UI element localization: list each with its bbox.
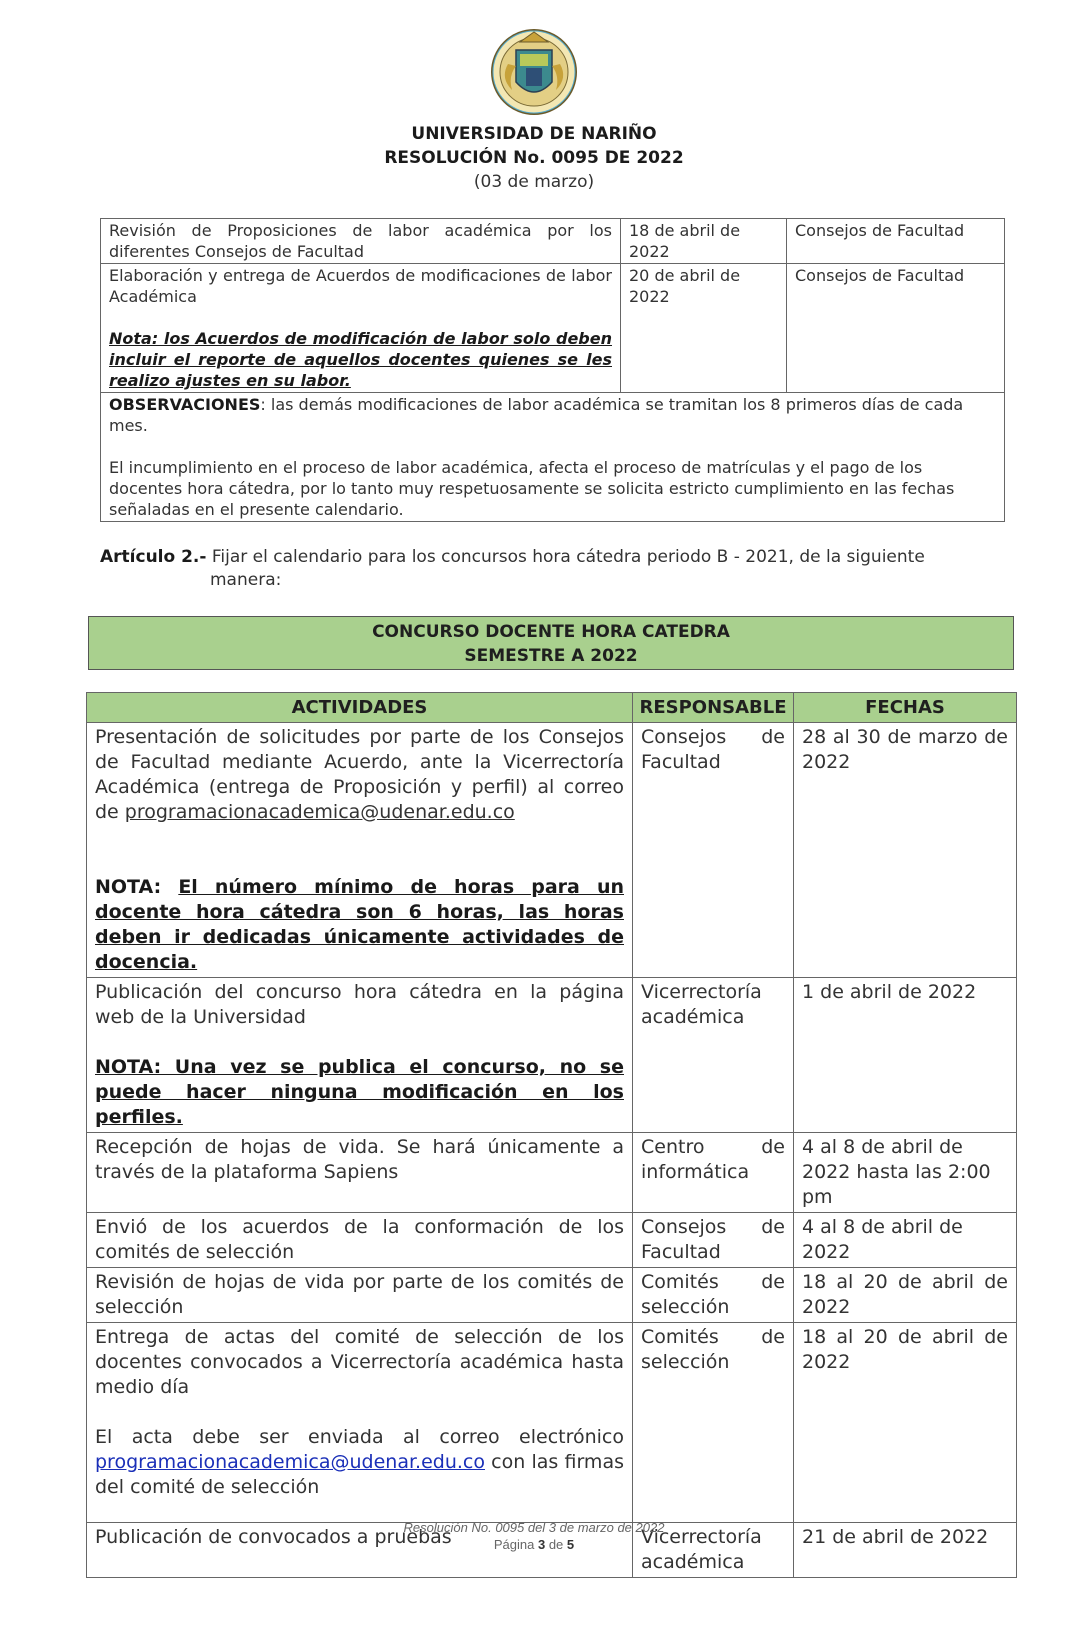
table-row — [87, 1213, 1017, 1268]
activity-note: NOTA: El número mínimo de horas para un docente hora cátedra son 6 horas, las horas deben ir dedicadas únicamente actividades de docencia. — [95, 876, 624, 973]
labor-calendar-table — [100, 218, 1005, 522]
responsible-cell: Consejos de Facultad — [633, 1213, 794, 1268]
activity-cell — [87, 723, 633, 978]
activity-cell: Revisión de Proposiciones de labor académica por los diferentes Consejos de Facultad — [101, 219, 621, 264]
activity-text: Publicación del concurso hora cátedra en la página web de la Universidad — [95, 981, 624, 1028]
date-cell: 1 de abril de 2022 — [794, 978, 1017, 1133]
activity-cell: Recepción de hojas de vida. Se hará únicamente a través de la plataforma Sapiens — [87, 1133, 633, 1213]
activity-note — [95, 1056, 624, 1128]
table-row — [87, 723, 1017, 978]
email-link[interactable]: programacionacademica@udenar.edu.co — [124, 801, 515, 823]
date-cell: 20 de abril de 2022 — [621, 264, 787, 393]
page-total: 5 — [566, 1537, 575, 1552]
activity-cell: Revisión de hojas de vida por parte de los comités de selección — [87, 1268, 633, 1323]
table-row — [87, 1268, 1017, 1323]
table-row — [101, 264, 1005, 393]
activity-cell — [87, 978, 633, 1133]
activity-cell: Publicación de convocados a pruebas — [87, 1523, 633, 1578]
university-seal-logo — [490, 20, 578, 124]
activity-text: Elaboración y entrega de Acuerdos de modificaciones de labor Académica — [109, 266, 612, 306]
banner-subtitle: SEMESTRE A 2022 — [464, 646, 638, 666]
date-cell: 18 de abril de 2022 — [621, 219, 787, 264]
resolution-date: (03 de marzo) — [473, 172, 595, 192]
note-text: El número mínimo de horas para un docente hora cátedra son 6 horas, las horas deben ir dedicadas únicamente actividades de docencia. — [95, 876, 624, 973]
observations-label: OBSERVACIONES — [109, 395, 261, 414]
date-cell: 28 al 30 de marzo de 2022 — [794, 723, 1017, 978]
header-responsible: RESPONSABLE — [633, 693, 794, 723]
date-cell: 18 al 20 de abril de 2022 — [794, 1323, 1017, 1523]
article-label: Artículo 2.- — [100, 547, 207, 567]
responsible-cell: Comités de selección — [633, 1268, 794, 1323]
activity-extra: El acta debe ser enviada al correo electrónico — [95, 1426, 624, 1448]
observations-cell — [101, 393, 1005, 522]
footer-page-number — [0, 1537, 1068, 1552]
observations-row — [101, 393, 1005, 522]
activity-note: Nota: los Acuerdos de modificación de labor solo deben incluir el reporte de aquellos docentes quienes se les realizo ajustes en su labor. — [109, 329, 612, 390]
date-cell: 21 de abril de 2022 — [794, 1523, 1017, 1578]
activity-cell: Envió de los acuerdos de la conformación de los comités de selección — [87, 1213, 633, 1268]
page-label: Página — [493, 1537, 538, 1552]
date-cell: 18 al 20 de abril de 2022 — [794, 1268, 1017, 1323]
resolution-title: RESOLUCIÓN No. 0095 DE 2022 — [384, 148, 684, 168]
note-label: NOTA — [95, 876, 154, 898]
observations-text: : las demás modificaciones de labor académica se tramitan los 8 primeros días de cada mes. — [109, 395, 964, 435]
footer-resolution: Resolución No. 0095 del 3 de marzo de 2022 — [403, 1520, 665, 1535]
table-row — [87, 978, 1017, 1133]
table-row — [101, 219, 1005, 264]
observations-text-2: El incumplimiento en el proceso de labor académica, afecta el proceso de matrículas y el pago de los docentes hora cátedra, por lo tanto muy respetuosamente se solicita estricto cumplimiento en las fechas señaladas en el presente calendario. — [109, 458, 955, 519]
table-row — [87, 1133, 1017, 1213]
table-header-row — [87, 693, 1017, 723]
responsible-cell: Centro de informática — [633, 1133, 794, 1213]
email-link[interactable]: programacionacademica@udenar.edu.co — [95, 1451, 485, 1473]
page-of: de — [545, 1537, 567, 1552]
note-text: NOTA: Una vez se publica el concurso, no se puede hacer ninguna modificación en los perfiles. — [95, 1056, 624, 1128]
activity-extra-end: con las firmas del comité de selección — [95, 1451, 624, 1498]
activity-text: Presentación de solicitudes por parte de los Consejos de Facultad mediante Acuerdo, ante la Vicerrectoría Académica (entrega de Proposición y perfil) al correo de — [95, 726, 624, 823]
activity-text: Entrega de actas del comité de selección de los docentes convocados a Vicerrectoría académica hasta medio día — [95, 1326, 624, 1398]
activity-cell — [101, 264, 621, 393]
table-row — [87, 1323, 1017, 1523]
date-cell: 4 al 8 de abril de 2022 hasta las 2:00 pm — [794, 1133, 1017, 1213]
article-2 — [100, 546, 1000, 592]
article-text-continued: manera: — [210, 570, 282, 590]
responsible-cell: Consejos de Facultad — [787, 219, 1005, 264]
activity-cell — [87, 1323, 633, 1523]
page-current: 3 — [537, 1537, 546, 1552]
responsible-cell: Consejos de Facultad — [633, 723, 794, 978]
article-text: Fijar el calendario para los concursos hora cátedra periodo B - 2021, de la siguiente — [206, 547, 925, 567]
university-name: UNIVERSIDAD DE NARIÑO — [411, 124, 657, 144]
banner-title: CONCURSO DOCENTE HORA CATEDRA — [372, 622, 730, 642]
responsible-cell: Vicerrectoría académica — [633, 1523, 794, 1578]
date-cell: 4 al 8 de abril de 2022 — [794, 1213, 1017, 1268]
contest-banner — [88, 616, 1014, 670]
responsible-cell: Vicerrectoría académica — [633, 978, 794, 1133]
header-activities: ACTIVIDADES — [87, 693, 633, 723]
contest-calendar-table — [86, 692, 1017, 1578]
responsible-cell: Consejos de Facultad — [787, 264, 1005, 393]
header-dates: FECHAS — [794, 693, 1017, 723]
responsible-cell: Comités de selección — [633, 1323, 794, 1523]
